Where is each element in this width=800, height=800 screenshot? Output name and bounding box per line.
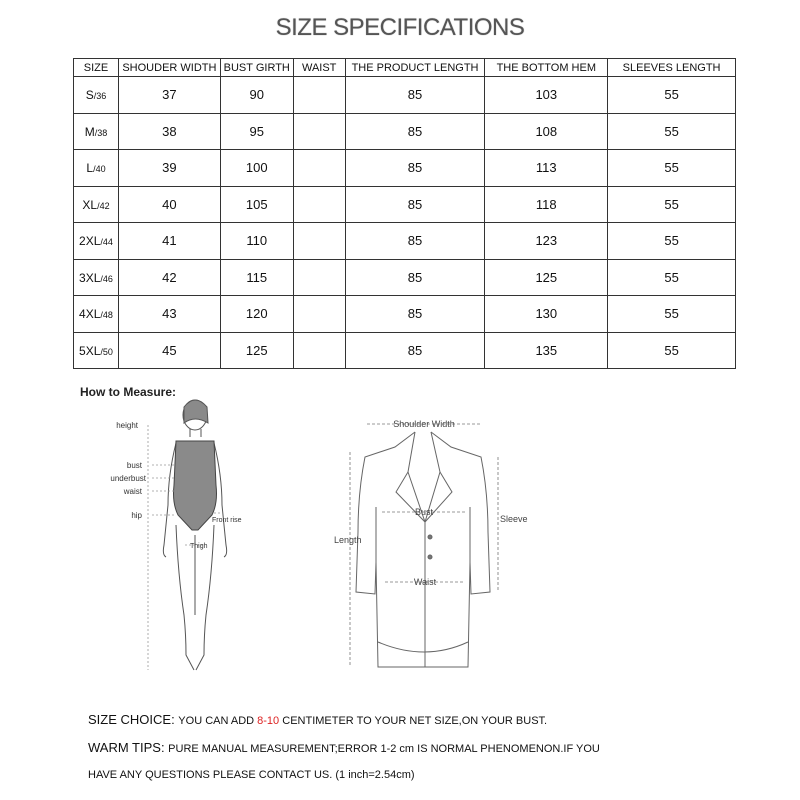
- label-hip: hip: [131, 511, 142, 520]
- how-to-measure-title: How to Measure:: [80, 385, 177, 399]
- cell-shoulder-width: 45: [118, 332, 220, 369]
- cell-product-length: 85: [345, 150, 485, 187]
- cell-shoulder-width: 37: [118, 77, 220, 114]
- cell-sleeves-length: 55: [608, 332, 736, 369]
- cell-bottom-hem: 108: [485, 113, 608, 150]
- cell-sleeves-length: 55: [608, 150, 736, 187]
- table-row: [74, 113, 736, 150]
- label-front-rise: Front rise: [212, 517, 242, 524]
- label-jacket-waist: Waist: [413, 577, 437, 587]
- cell-waist: [293, 259, 345, 296]
- size-table: [73, 58, 736, 369]
- cell-size: [74, 150, 119, 187]
- label-underbust: underbust: [110, 474, 146, 483]
- cell-shoulder-width: 43: [118, 296, 220, 333]
- jacket-illustration: [330, 412, 528, 682]
- size-label: L: [86, 161, 94, 176]
- eu-size-label: /40: [93, 164, 106, 175]
- cell-waist: [293, 332, 345, 369]
- header-size: SIZE: [74, 59, 119, 77]
- cell-shoulder-width: 42: [118, 259, 220, 296]
- header-product-length: THE PRODUCT LENGTH: [345, 59, 485, 77]
- cell-shoulder-width: 41: [118, 223, 220, 260]
- label-sleeve: Sleeve: [500, 514, 528, 524]
- table-row: [74, 186, 736, 223]
- how-to-measure-diagram: [80, 385, 320, 685]
- page-title: SIZE SPECIFICATIONS: [275, 14, 525, 41]
- size-label: 3XL: [79, 270, 101, 285]
- cell-bust-girth: 125: [220, 332, 293, 369]
- size-choice-post: CENTIMETER TO YOUR NET SIZE,ON YOUR BUST.: [279, 715, 548, 727]
- warm-tips-line: [88, 739, 600, 757]
- cell-bottom-hem: 103: [485, 77, 608, 114]
- warm-tips-label: WARM TIPS:: [88, 740, 169, 755]
- cell-bust-girth: 105: [220, 186, 293, 223]
- table-row: [74, 332, 736, 369]
- eu-size-label: /36: [93, 91, 107, 102]
- header-shoulder-width: SHOUDER WIDTH: [118, 59, 220, 77]
- cell-waist: [293, 77, 345, 114]
- eu-size-label: /38: [94, 127, 108, 138]
- table-body: [74, 77, 736, 369]
- header-sleeves-length: SLEEVES LENGTH: [608, 59, 736, 77]
- size-choice-pre: YOU CAN ADD: [178, 715, 258, 727]
- cell-bust-girth: 100: [220, 150, 293, 187]
- cell-size: [74, 259, 119, 296]
- cell-product-length: 85: [345, 186, 485, 223]
- label-bust: bust: [126, 461, 142, 470]
- table-row: [74, 296, 736, 333]
- eu-size-label: /42: [97, 200, 110, 211]
- table-header-row: [74, 59, 736, 77]
- cell-waist: [293, 186, 345, 223]
- size-choice-line: [88, 711, 547, 729]
- cell-product-length: 85: [345, 259, 485, 296]
- header-bust-girth: BUST GIRTH: [220, 59, 293, 77]
- size-choice-label: SIZE CHOICE:: [88, 712, 179, 727]
- inch-conversion: (1 inch=2.54cm): [332, 769, 415, 781]
- size-choice-highlight: 8-10: [257, 715, 280, 727]
- eu-size-label: /50: [100, 346, 113, 357]
- cell-sleeves-length: 55: [608, 77, 736, 114]
- label-jacket-bust: Bust: [414, 507, 434, 517]
- cell-size: [74, 77, 119, 114]
- body-figure-illustration: [80, 385, 320, 685]
- cell-size: [74, 186, 119, 223]
- cell-product-length: 85: [345, 113, 485, 150]
- cell-sleeves-length: 55: [608, 259, 736, 296]
- contact-line: [88, 765, 415, 783]
- cell-waist: [293, 296, 345, 333]
- cell-bottom-hem: 135: [485, 332, 608, 369]
- cell-shoulder-width: 39: [118, 150, 220, 187]
- cell-size: [74, 332, 119, 369]
- label-thigh: Thigh: [190, 543, 208, 550]
- warm-tips-text: PURE MANUAL MEASUREMENT;ERROR 1-2 cm IS NORMAL PHENOMENON.IF YOU: [168, 743, 600, 755]
- cell-bust-girth: 115: [220, 259, 293, 296]
- cell-product-length: 85: [345, 77, 485, 114]
- cell-size: [74, 113, 119, 150]
- cell-bust-girth: 95: [220, 113, 293, 150]
- eu-size-label: /46: [100, 273, 113, 284]
- cell-sleeves-length: 55: [608, 296, 736, 333]
- header-bottom-hem: THE BOTTOM HEM: [485, 59, 608, 77]
- cell-waist: [293, 150, 345, 187]
- cell-bottom-hem: 118: [485, 186, 608, 223]
- cell-shoulder-width: 40: [118, 186, 220, 223]
- size-label: S: [85, 88, 94, 103]
- cell-bust-girth: 90: [220, 77, 293, 114]
- size-label: M: [84, 124, 95, 139]
- table-row: [74, 77, 736, 114]
- size-label: XL: [82, 197, 98, 212]
- cell-sleeves-length: 55: [608, 223, 736, 260]
- eu-size-label: /48: [100, 310, 113, 321]
- size-label: 2XL: [79, 234, 101, 249]
- jacket-measure-diagram: [330, 412, 528, 682]
- cell-sleeves-length: 55: [608, 186, 736, 223]
- cell-sleeves-length: 55: [608, 113, 736, 150]
- table-row: [74, 223, 736, 260]
- label-waist: waist: [123, 487, 142, 496]
- label-shoulder-width: Shoulder Width: [393, 419, 455, 429]
- cell-waist: [293, 223, 345, 260]
- cell-bust-girth: 120: [220, 296, 293, 333]
- cell-product-length: 85: [345, 223, 485, 260]
- table-row: [74, 150, 736, 187]
- cell-bust-girth: 110: [220, 223, 293, 260]
- cell-size: [74, 223, 119, 260]
- contact-text: HAVE ANY QUESTIONS PLEASE CONTACT US.: [88, 769, 333, 781]
- cell-bottom-hem: 123: [485, 223, 608, 260]
- table-row: [74, 259, 736, 296]
- cell-size: [74, 296, 119, 333]
- cell-bottom-hem: 125: [485, 259, 608, 296]
- header-waist: WAIST: [293, 59, 345, 77]
- cell-shoulder-width: 38: [118, 113, 220, 150]
- eu-size-label: /44: [100, 237, 113, 248]
- cell-bottom-hem: 130: [485, 296, 608, 333]
- cell-product-length: 85: [345, 332, 485, 369]
- label-length: Length: [334, 535, 362, 545]
- label-height: height: [116, 421, 138, 430]
- cell-bottom-hem: 113: [485, 150, 608, 187]
- cell-waist: [293, 113, 345, 150]
- size-label: 5XL: [79, 343, 101, 358]
- cell-product-length: 85: [345, 296, 485, 333]
- size-label: 4XL: [79, 307, 101, 322]
